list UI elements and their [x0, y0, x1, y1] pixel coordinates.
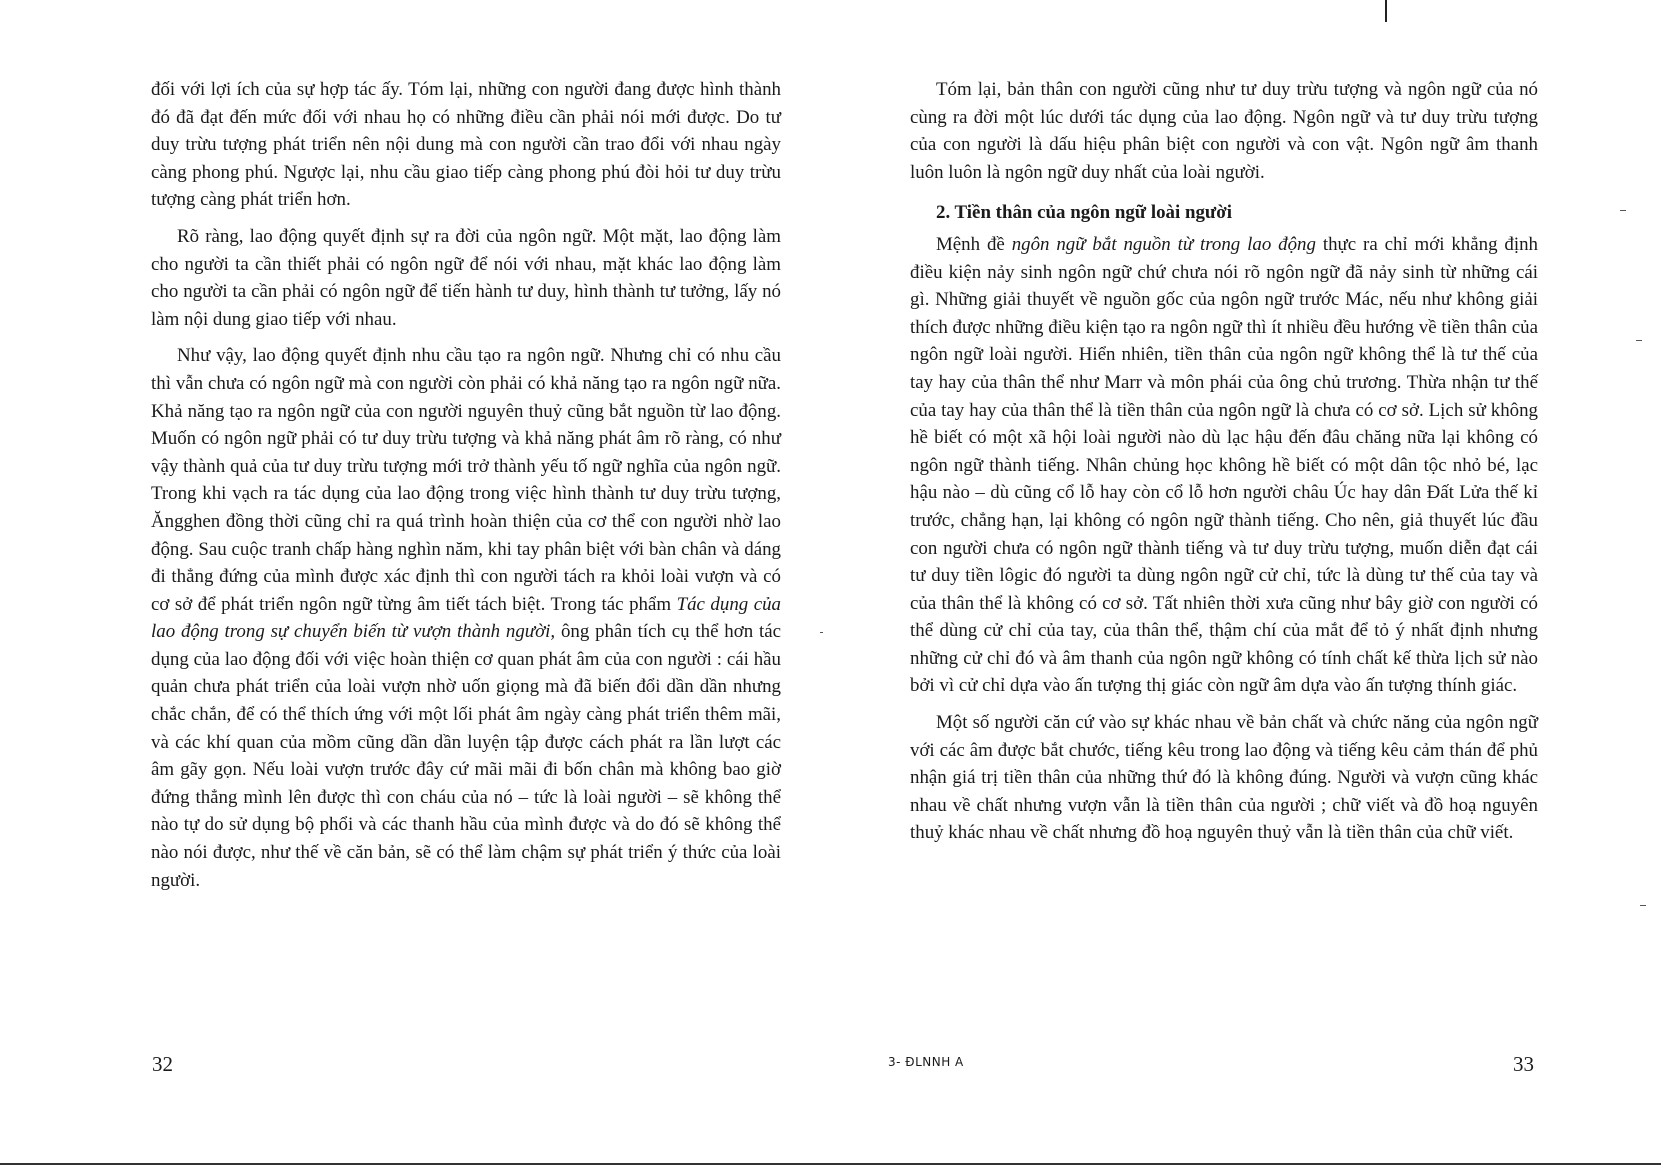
paragraph — [151, 342, 781, 894]
page-number: 33 — [1513, 1052, 1534, 1076]
scan-speck — [1636, 340, 1642, 341]
paragraph-text: Mệnh đề — [936, 233, 1012, 255]
paragraph-text: ông phân tích cụ thể hơn tác dụng của lao động đối với việc hoàn thiện cơ quan phát âm của con người : cái hầu quản chưa phát triển của loài vượn nhờ uốn giọng mà đã biến đổi dần dần nhưng chắc chắn, để có thể thích ứng với một lối phát âm ngày càng phát triển thêm mãi, và các khí quan của mồm cũng dần dần luyện tập được cách phát ra lần lượt các âm gãy gọn. Nếu loài vượn trước đây cứ mãi mãi đi bốn chân mà không bao giờ đứng thẳng mình lên được thì con cháu của nó – tức là loài người – sẽ không thể nào tự do sử dụng bộ phổi và các thanh hầu của mình được và do đó sẽ không thể nào nói được, như thế về căn bản, sẽ có thể làm chậm sự phát triển ý thức của loài người. — [151, 621, 782, 891]
printer-signature-mark: 3- ĐLNNH A — [888, 1055, 964, 1069]
left-page-body — [151, 76, 781, 894]
paragraph: Rõ ràng, lao động quyết định sự ra đời của ngôn ngữ. Một mặt, lao động làm cho người ta cần thiết phải có ngôn ngữ để nói với nhau, mặt khác lao động làm cho người ta cần phải có ngôn ngữ để tiến hành tư duy, hình thành tư tưởng, lấy nó làm nội dung giao tiếp với nhau. — [151, 225, 781, 330]
paragraph — [910, 231, 1538, 700]
scan-bottom-border — [0, 1163, 1661, 1165]
left-page — [0, 0, 830, 1169]
proposition-italic: ngôn ngữ bắt nguồn từ trong lao động — [1011, 233, 1316, 255]
page-number: 32 — [152, 1052, 173, 1076]
scan-speck — [1620, 210, 1626, 211]
paragraph-text: Như vậy, lao động quyết định nhu cầu tạo ra ngôn ngữ. Nhưng chỉ có nhu cầu thì vẫn chưa có ngôn ngữ mà con người còn phải có khả năng tạo ra ngôn ngữ nữa. Khả năng tạo ra ngôn ngữ của con người nguyên thuỷ cũng bắt nguồn từ lao động. Muốn có ngôn ngữ phải có tư duy trừu tượng và khả năng phát âm rõ ràng, có như vậy thành quả của tư duy trừu tượng mới trở thành yếu tố ngữ nghĩa của ngôn ngữ. Trong khi vạch ra tác dụng của lao động trong việc hình thành tư duy trừu tượng, Ăngghen đồng thời cũng chỉ ra quá trình hoàn thiện của cơ thể con người nhờ lao động. Sau cuộc tranh chấp hàng nghìn năm, khi tay phân biệt với bàn chân và dáng đi thẳng đứng của mình được xác định thì con người tách ra khỏi loài vượn và có cơ sở để phát triển ngôn ngữ từng âm tiết tách biệt. Trong tác phẩm — [151, 345, 781, 615]
scan-speck — [820, 632, 823, 633]
right-page-body — [910, 76, 1538, 847]
book-title-italic: Tác dụng của lao động trong sự chuyển biến từ vượn thành người, — [151, 593, 782, 643]
right-page — [830, 0, 1661, 1169]
scan-speck — [1640, 905, 1646, 906]
paragraph-text: thực ra chỉ mới khẳng định điều kiện nảy sinh ngôn ngữ chứ chưa nói rõ ngôn ngữ đã nảy sinh từ những cái gì. Những giải thuyết về nguồn gốc của ngôn ngữ trước Mác, nếu như không giải thích được những điều kiện tạo ra ngôn ngữ thì ít nhiều đều hướng về tiền thân của ngôn ngữ loài người. Hiển nhiên, tiền thân của ngôn ngữ không thể là tư thế của tay hay của thân thể như Marr và môn phái của ông chủ trương. Thừa nhận tư thế của tay hay của thân thể là tiền thân của ngôn ngữ là chưa có cơ sở. Lịch sử không hề biết có một xã hội loài người nào dù lạc hậu đến đâu chăng nữa lại không có ngôn ngữ thành tiếng. Nhân chủng học không hề biết có một dân tộc nhỏ bé, lạc hậu nào – dù cũng cổ lỗ hay còn cổ lỗ hơn người châu Úc hay dân Đất Lửa thế kỉ trước, chẳng hạn, lại không có ngôn ngữ thành tiếng. Cho nên, giả thuyết lúc đầu con người chưa có ngôn ngữ thành tiếng và tư duy trừu tượng, muốn diễn đạt cái tư duy tiền lôgic đó người ta dùng ngôn ngữ cử chỉ, tức là dùng tư thế của tay và của thân thể là không có cơ sở. Tất nhiên thời xưa cũng như bây giờ con người có thể dùng cử chỉ của tay, của thân thể, thậm chí của mắt để tỏ ý nhất định nhưng những cử chỉ đó và âm thanh của ngôn ngữ không có tính chất kế thừa lịch sử nào bởi vì cử chỉ dựa vào ấn tượng thị giác còn ngữ âm dựa vào ấn tượng thính giác. — [910, 233, 1539, 697]
paragraph: đối với lợi ích của sự hợp tác ấy. Tóm lại, những con người đang được hình thành đó đã đạt đến mức đối với nhau họ có những điều cần phải nói mới được. Do tư duy trừu tượng phát triển nên nội dung mà con người cần trao đổi với nhau ngày càng phong phú. Ngược lại, nhu cầu giao tiếp càng phong phú đòi hỏi tư duy trừu tượng càng phát triển hơn. — [151, 79, 781, 211]
scan-edge-line — [1385, 0, 1387, 22]
paragraph: Một số người căn cứ vào sự khác nhau về bản chất và chức năng của ngôn ngữ với các âm được bắt chước, tiếng kêu trong lao động và tiếng kêu cảm thán để phủ nhận giá trị tiền thân của những thứ đó là không đúng. Người và vượn cũng khác nhau về chất nhưng vượn vẫn là tiền thân của người ; chữ viết và đồ hoạ nguyên thuỷ khác nhau về chất nhưng đồ hoạ nguyên thuỷ vẫn là tiền thân của chữ viết. — [910, 712, 1538, 844]
paragraph: Tóm lại, bản thân con người cũng như tư duy trừu tượng và ngôn ngữ của nó cùng ra đời một lúc dưới tác dụng của lao động. Ngôn ngữ và tư duy trừu tượng của con người là dấu hiệu phân biệt con người và con vật. Ngôn ngữ âm thanh luôn luôn là ngôn ngữ duy nhất của loài người. — [910, 79, 1538, 183]
section-heading: 2. Tiền thân của ngôn ngữ loài người — [936, 202, 1232, 224]
